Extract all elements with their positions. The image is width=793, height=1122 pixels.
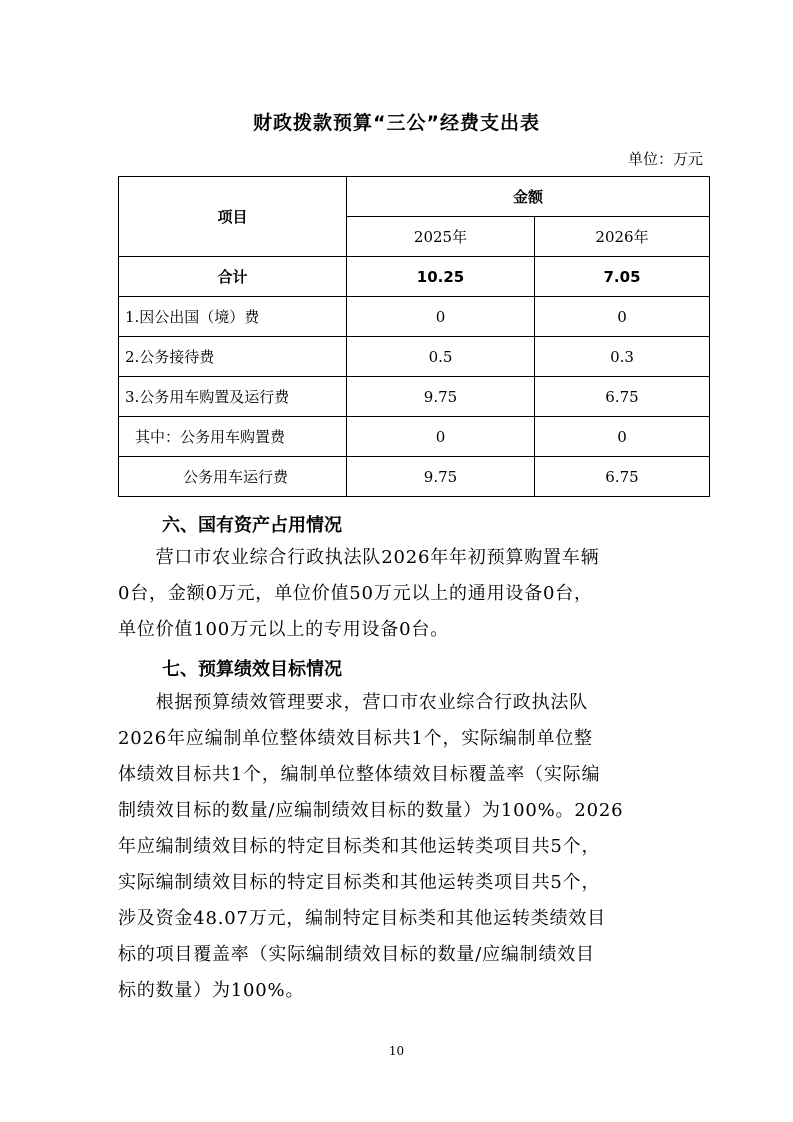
table-row xyxy=(119,297,710,337)
table-row xyxy=(119,457,710,497)
paragraph-line: 制绩效目标的数量/应编制绩效目标的数量）为100%。2026 xyxy=(118,800,624,821)
row-value-2026: 0.3 xyxy=(535,337,710,377)
page-number: 10 xyxy=(388,1044,405,1058)
paragraph-line: 单位价值100万元以上的专用设备0台。 xyxy=(118,619,450,640)
section-7-heading: 七、预算绩效目标情况 xyxy=(162,659,342,680)
row-value-2025: 9.75 xyxy=(347,457,535,497)
unit-label: 单位：万元 xyxy=(627,150,703,168)
section-6-heading: 六、国有资产占用情况 xyxy=(162,515,342,536)
table-title: 财政拨款预算“三公”经费支出表 xyxy=(253,112,540,134)
header-year-2026: 2026年 xyxy=(535,217,710,257)
row-label: 公务用车运行费 xyxy=(119,457,347,497)
row-label: 2.公务接待费 xyxy=(119,337,347,377)
paragraph-line: 2026年应编制单位整体绩效目标共1个，实际编制单位整 xyxy=(118,728,593,749)
row-value-2026: 7.05 xyxy=(535,257,710,297)
paragraph-line: 实际编制绩效目标的特定目标类和其他运转类项目共5个， xyxy=(118,872,601,893)
row-label: 3.公务用车购置及运行费 xyxy=(119,377,347,417)
row-value-2026: 0 xyxy=(535,417,710,457)
paragraph-line: 标的数量）为100%。 xyxy=(118,980,305,1001)
table-row xyxy=(119,417,710,457)
section-7-paragraph xyxy=(118,685,678,1009)
section-6-paragraph xyxy=(118,540,678,648)
paragraph-line: 涉及资金48.07万元，编制特定目标类和其他运转类绩效目 xyxy=(118,908,606,929)
row-value-2026: 6.75 xyxy=(535,457,710,497)
budget-table xyxy=(118,176,710,497)
row-label: 其中：公务用车购置费 xyxy=(119,417,347,457)
row-value-2025: 0 xyxy=(347,297,535,337)
row-value-2025: 9.75 xyxy=(347,377,535,417)
paragraph-line: 营口市农业综合行政执法队2026年年初预算购置车辆 xyxy=(118,547,600,568)
row-value-2025: 10.25 xyxy=(347,257,535,297)
header-amount: 金额 xyxy=(347,177,710,217)
paragraph-line: 标的项目覆盖率（实际编制绩效目标的数量/应编制绩效目 xyxy=(118,944,595,965)
paragraph-line: 根据预算绩效管理要求，营口市农业综合行政执法队 xyxy=(118,692,588,713)
row-value-2026: 6.75 xyxy=(535,377,710,417)
table-row xyxy=(119,257,710,297)
row-value-2025: 0.5 xyxy=(347,337,535,377)
row-label: 合计 xyxy=(119,257,347,297)
header-item: 项目 xyxy=(119,177,347,257)
header-year-2025: 2025年 xyxy=(347,217,535,257)
row-value-2026: 0 xyxy=(535,297,710,337)
table-row xyxy=(119,337,710,377)
row-label: 1.因公出国（境）费 xyxy=(119,297,347,337)
table-row xyxy=(119,377,710,417)
paragraph-line: 年应编制绩效目标的特定目标类和其他运转类项目共5个， xyxy=(118,836,601,857)
paragraph-line: 体绩效目标共1个，编制单位整体绩效目标覆盖率（实际编 xyxy=(118,764,601,785)
paragraph-line: 0台，金额0万元，单位价值50万元以上的通用设备0台， xyxy=(118,583,593,604)
row-value-2025: 0 xyxy=(347,417,535,457)
